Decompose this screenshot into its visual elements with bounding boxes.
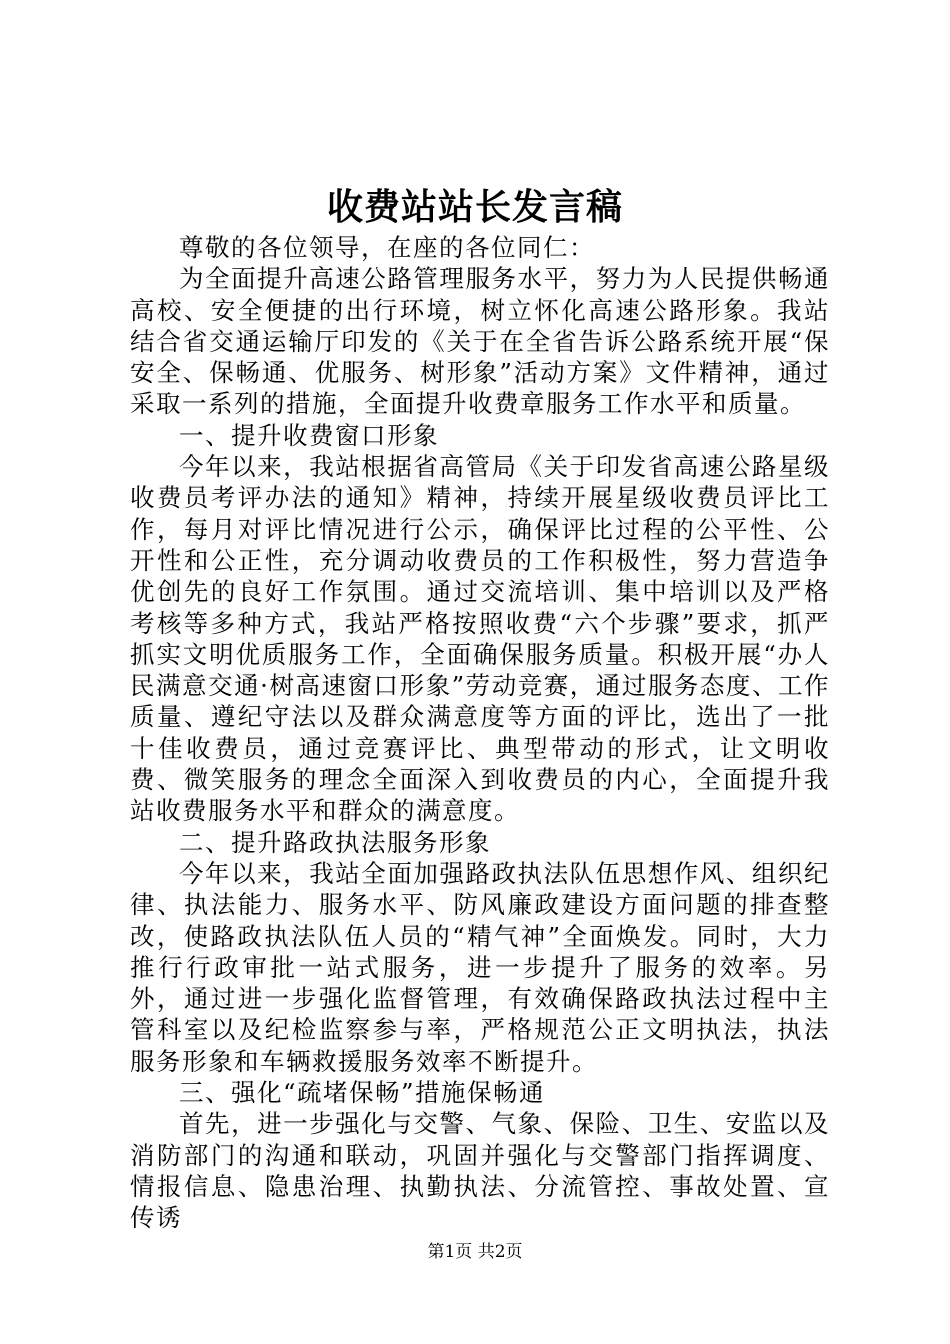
salutation: 尊敬的各位领导，在座的各位同仁： [179, 233, 595, 262]
section-3-paragraph: 首先，进一步强化与交警、气象、保险、卫生、安监以及消防部门的沟通和联动，巩固并强化与交警部门指挥调度、情报信息、隐患治理、执勤执法、分流管控、事故处置、宣传诱 [130, 1109, 830, 1233]
document-body [130, 232, 830, 1234]
section-1-paragraph: 今年以来，我站根据省高管局《关于印发省高速公路星级收费员考评办法的通知》精神，持续开展星级收费员评比工作，每月对评比情况进行公示，确保评比过程的公平性、公开性和公正性，充分调动收费员的工作积极性，努力营造争优创先的良好工作氛围。通过交流培训、集中培训以及严格考核等多种方式，我站严格按照收费“六个步骤”要求，抓严抓实文明优质服务工作，全面确保服务质量。积极开展“办人民满意交通·树高速窗口形象”劳动竞赛，通过服务态度、工作质量、遵纪守法以及群众满意度等方面的评比，选出了一批十佳收费员，通过竞赛评比、典型带动的形式，让文明收费、微笑服务的理念全面深入到收费员的内心，全面提升我站收费服务水平和群众的满意度。 [130, 452, 830, 826]
intro-paragraph: 为全面提升高速公路管理服务水平，努力为人民提供畅通高校、安全便捷的出行环境，树立怀化高速公路形象。我站结合省交通运输厅印发的《关于在全省告诉公路系统开展“保安全、保畅通、优服务、树形象”活动方案》文件精神，通过采取一系列的措施，全面提升收费章服务工作水平和质量。 [130, 264, 830, 419]
section-heading-3: 三、强化“疏堵保畅”措施保畅通 [179, 1078, 546, 1108]
section-2-paragraph: 今年以来，我站全面加强路政执法队伍思想作风、组织纪律、执法能力、服务水平、防风廉政建设方面问题的排查整改，使路政执法队伍人员的“精气神”全面焕发。同时，大力推行行政审批一站式服务，进一步提升了服务的效率。另外，通过进一步强化监督管理，有效确保路政执法过程中主管科室以及纪检监察参与率，严格规范公正文明执法，执法服务形象和车辆救援服务效率不断提升。 [130, 858, 830, 1076]
document-title: 收费站站长发言稿 [326, 186, 623, 228]
page-footer: 第1页 共2页 [427, 1242, 523, 1262]
section-heading-1: 一、提升收费窗口形象 [179, 420, 439, 450]
section-heading-2: 二、提升路政执法服务形象 [179, 827, 491, 857]
